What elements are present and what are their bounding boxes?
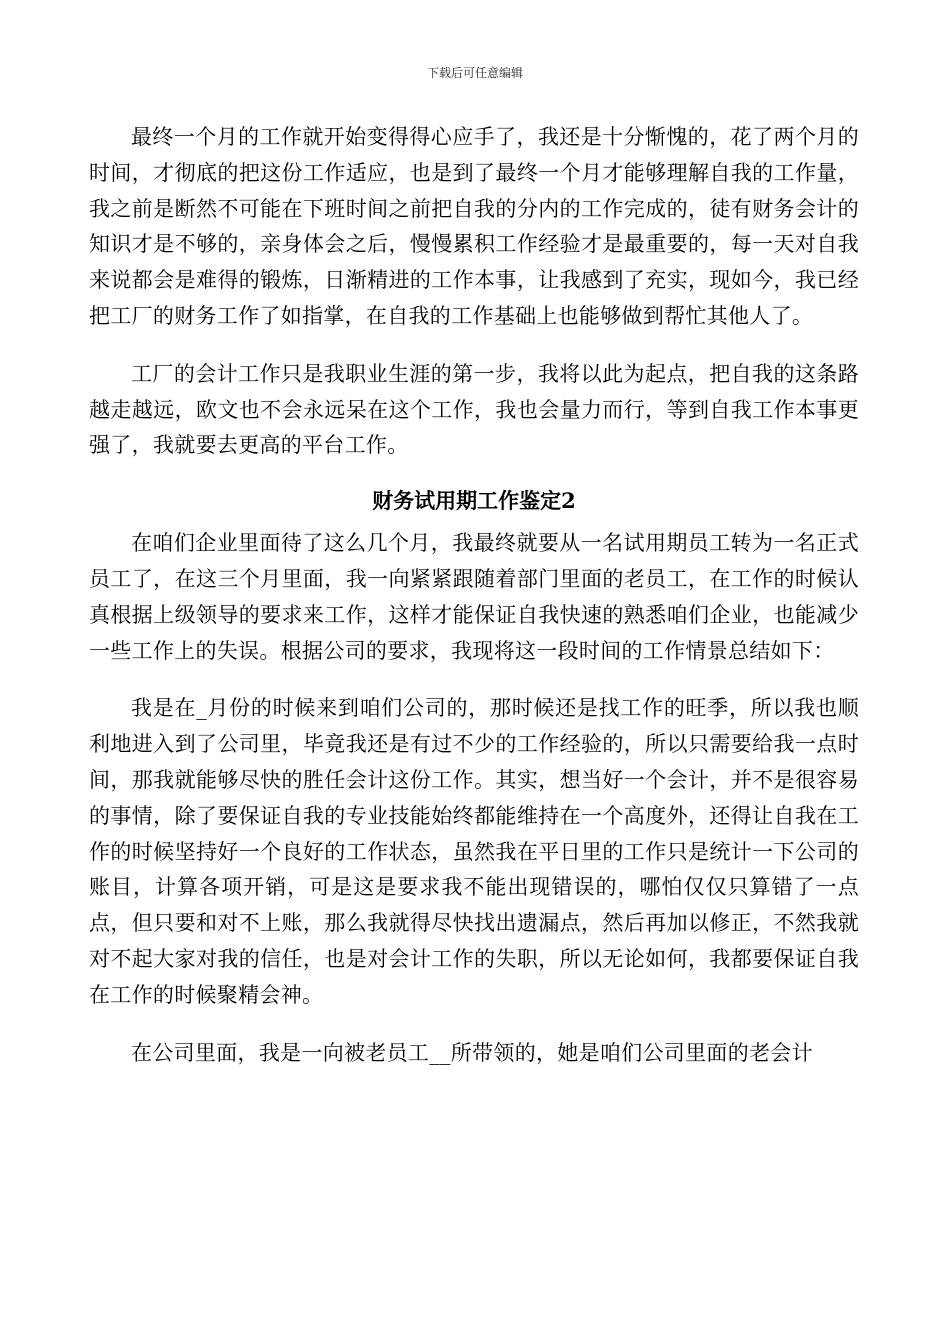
section-title: 财务试用期工作鉴定2 <box>372 488 576 514</box>
paragraph: 工厂的会计工作只是我职业生涯的第一步，我将以此为起点，把自我的这条路越走越远，欧文也不会永远呆在这个工作，我也会量力而行，等到自我工作本事更强了，我就要去更高的平台工作。 <box>89 361 859 458</box>
paragraph: 在咱们企业里面待了这么几个月，我最终就要从一名试用期员工转为一名正式员工了，在这三个月里面，我一向紧紧跟随着部门里面的老员工，在工作的时候认真根据上级领导的要求来工作，这样才能保证自我快速的熟悉咱们企业，也能减少一些工作上的失误。根据公司的要求，我现将这一段时间的工作情景总结如下： <box>89 531 859 663</box>
paragraph: 我是在_月份的时候来到咱们公司的，那时候还是找工作的旺季，所以我也顺利地进入到了公司里，毕竟我还是有过不少的工作经验的，所以只需要给我一点时间，那我就能够尽快的胜任会计这份工作。其实，想当好一个会计，并不是很容易的事情，除了要保证自我的专业技能始终都能维持在一个高度外，还得让自我在工作的时候坚持好一个良好的工作状态，虽然我在平日里的工作只是统计一下公司的账目，计算各项开销，可是这是要求我不能出现错误的，哪怕仅仅只算错了一点点，但只要和对不上账，那么我就得尽快找出遗漏点，然后再加以修正，不然我就对不起大家对我的信任，也是对会计工作的失职，所以无论如何，我都要保证自我在工作的时候聚精会神。 <box>89 696 859 1007</box>
paragraph: 在公司里面，我是一向被老员工__所带领的，她是咱们公司里面的老会计 <box>131 1040 813 1065</box>
document-body <box>89 120 859 1093</box>
page-header: 下载后可任意编辑 <box>426 66 523 80</box>
paragraph: 最终一个月的工作就开始变得得心应手了，我还是十分惭愧的，花了两个月的时间，才彻底的把这份工作适应，也是到了最终一个月才能够理解自我的工作量，我之前是断然不可能在下班时间之前把自我的分内的工作完成的，徒有财务会计的知识才是不够的，亲身体会之后，慢慢累积工作经验才是最重要的，每一天对自我来说都会是难得的锻炼，日渐精进的工作本事，让我感到了充实，现如今，我已经把工厂的财务工作了如指掌，在自我的工作基础上也能够做到帮忙其他人了。 <box>89 125 859 328</box>
